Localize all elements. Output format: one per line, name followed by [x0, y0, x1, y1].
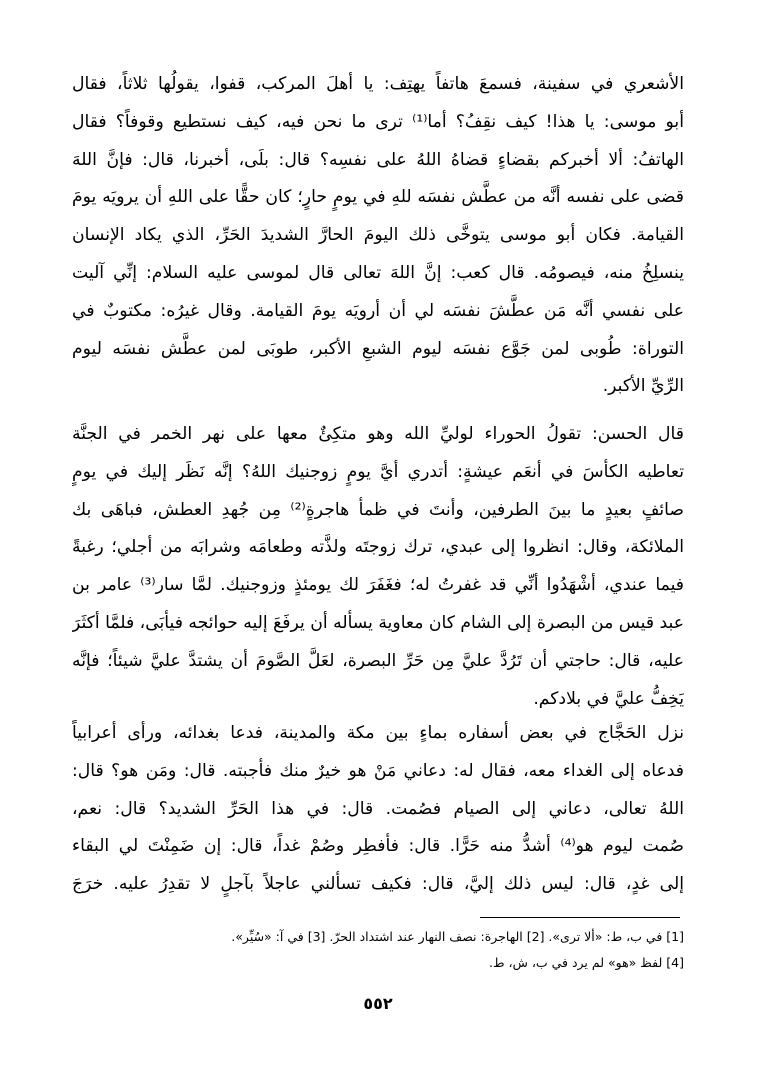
- text-line: فيما عندي، أشْهَدُوا أنِّي قد غفرتُ له؛ فغَفَرَ لك يومئذٍ وزوجنيك. لمَّا سار⁽³⁾ عامر بن: [72, 575, 684, 596]
- text-line: القيامة. فكان أبو موسى يتوخَّى ذلك اليومَ الحارَّ الشديدَ الحَرِّ، الذي يكاد الإنسان: [72, 225, 684, 246]
- text-line: الأشعري في سفينة، فسمعَ هاتفاً يهتِف: يا أهلَ المركب، قفوا، يقولُها ثلاثاً، فقال: [72, 74, 684, 94]
- text-line: عبد قيس من البصرة إلى الشام كان معاوية يسأله أن يرفَعَ إليه حوائجه فيأبَى، فلمَّا أكثَرَ: [72, 612, 684, 633]
- text-line: التوراة: طُوبى لمن جَوَّع نفسَه ليوم الشبعِ الأكبر، طوبَى لمن عطَّش نفسَه ليوم: [72, 338, 684, 359]
- text-line: الهاتفُ: ألا أخبركم بقضاءٍ قضاهُ اللهُ على نفسِه؟ قال: بلَى، أخبرنا، قال: فإنَّ اللهَ: [72, 149, 684, 170]
- text-line: صُمت ليوم هو⁽⁴⁾ أشدُّ منه حَرًّا. قال: فأفطِر وصُمْ غداً، قال: إن ضَمِنْتَ لي البقاء: [72, 836, 684, 857]
- text-line: تعاطيه الكأسَ في أنعَم عيشةٍ: أتدري أيَّ يومٍ زوجنيك اللهُ؟ إنَّه نَظَر إليك في يومٍ: [72, 461, 684, 482]
- page-number: ٥٥٢: [363, 994, 393, 1013]
- text-line: يَخِفُّ عليَّ في بلادكم.: [533, 688, 684, 709]
- text-line: ينسلِخُ منه، فيصومُه. قال كعب: إنَّ اللهَ تعالى قال لموسى عليه السلام: إنِّي آليت: [72, 262, 684, 283]
- text-line: الرِّيِّ الأكبر.: [602, 376, 684, 397]
- text-line: أبو موسى: يا هذا! كيف نقِفُ؟ أما⁽¹⁾ ترى ما نحن فيه، كيف نستطيع وقوفاً؟ فقال: [72, 111, 684, 132]
- text-line: على نفسي أنَّه مَن عطَّشَ نفسَه لي أن أرويَه يومَ القيامة. وقال غيرُه: مكتوبٌ في: [72, 300, 684, 321]
- text-line: اللهُ تعالى، دعاني إلى الصيام فصُمت. قال: في هذا الحَرِّ الشديد؟ قال: نعم،: [72, 798, 684, 819]
- text-line: فدعاه إلى الغداء معه، فقال له: دعاني مَنْ هو خيرٌ منك فأجبته. قال: ومَن هو؟ قال:: [72, 760, 684, 781]
- paragraph-1: [72, 66, 684, 406]
- text-line: قضى على نفسه أنَّه من عطَّش نفسَه للهِ في يومٍ حارٍ؛ كان حقًّا على اللهِ أن يرويَه يومَ: [72, 187, 684, 208]
- text-line: عليه، قال: حاجتي أن تَرُدَّ عليَّ مِن حَرِّ البصرة، لعَلَّ الصَّومَ أن يشتدَّ عليَّ شيئاً؛ فإنَّه: [72, 650, 684, 671]
- paragraph-2: [72, 416, 684, 718]
- footnote-line: [4] لفظ «هو» لم يرد في ب، ش، ط.: [489, 955, 684, 970]
- text-line: صائفٍ بعيدٍ ما بينَ الطرفين، وأنتَ في ظمأ هاجرةٍ⁽²⁾ مِن جُهدِ العطش، فباهَى بك: [72, 499, 684, 520]
- footnote-separator: [480, 917, 680, 918]
- text-line: الملائكة، وقال: انظروا إلى عبدي، ترك زوجتَه ولذَّته وطعامَه وشرابَه من أجلي؛ رغبةً: [72, 537, 684, 558]
- text-line: إلى غدٍ، قال: ليس ذلك إليَّ، قال: فكيف تسألني عاجلاً بآجلٍ لا تقدِرُ عليه. خرَجَ: [72, 874, 684, 895]
- text-line: قال الحسن: تقولُ الحوراء لوليِّ الله وهو متكِئٌ معها على نهر الخمر في الجنَّة: [72, 424, 684, 444]
- footnote-line: [1] في ب، ط: «ألا ترى». [2] الهاجرة: نصف النهار عند اشتداد الحرّ. [3] في آ: «سُيِّر».: [231, 929, 684, 944]
- paragraph-3: [72, 715, 684, 904]
- text-line: نزل الحَجَّاج في بعض أسفاره بماءٍ بين مكة والمدينة، فدعا بغدائه، ورأى أعرابياً: [72, 723, 684, 743]
- footnotes: [72, 924, 684, 976]
